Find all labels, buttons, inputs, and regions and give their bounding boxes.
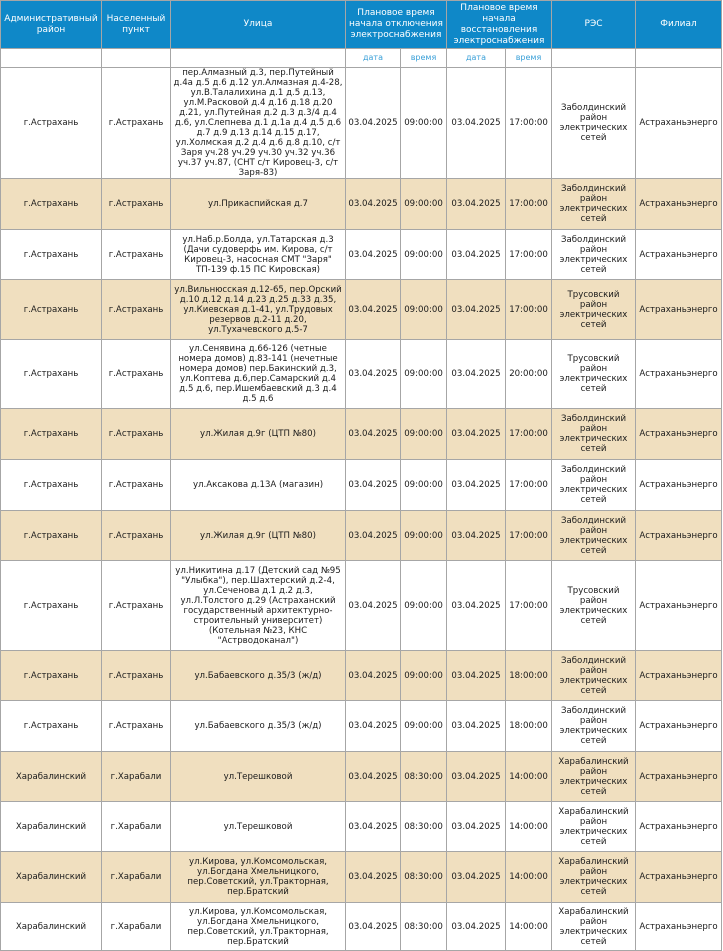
table-row [1, 852, 722, 903]
cell-district: г.Астрахань [1, 230, 102, 280]
cell-res: Трусовский район электрических сетей [552, 340, 636, 409]
cell-on-date: 03.04.2025 [447, 280, 506, 340]
cell-district: Харабалинский [1, 752, 102, 802]
cell-on-date: 03.04.2025 [447, 68, 506, 179]
header-locality: Населенный пункт [102, 1, 171, 49]
cell-street: ул.Бабаевского д.35/3 (ж/д) [171, 651, 346, 701]
cell-branch: Астраханьэнерго [636, 340, 722, 409]
cell-res: Заболдинский район электрических сетей [552, 460, 636, 511]
cell-on-time: 14:00:00 [506, 752, 552, 802]
cell-street: ул.Терешковой [171, 752, 346, 802]
subheader-off-date: дата [346, 49, 401, 68]
cell-on-date: 03.04.2025 [447, 179, 506, 230]
cell-off-time: 09:00:00 [401, 68, 447, 179]
table-row [1, 460, 722, 511]
cell-on-date: 03.04.2025 [447, 752, 506, 802]
cell-locality: г.Астрахань [102, 280, 171, 340]
cell-off-date: 03.04.2025 [346, 802, 401, 852]
cell-district: г.Астрахань [1, 701, 102, 752]
table-row [1, 340, 722, 409]
cell-street: ул.Сенявина д.66-126 (четные номера домов) д.83-141 (нечетные номера домов) пер.Бакинский д.3, ул.Коптева д.6,пер.Самарский д.4 д.5 д.6, пер.Ишембаевский д.3 д.4 д.5 д.6 [171, 340, 346, 409]
cell-off-time: 09:00:00 [401, 701, 447, 752]
cell-locality: г.Харабали [102, 903, 171, 951]
cell-on-time: 17:00:00 [506, 409, 552, 460]
cell-off-date: 03.04.2025 [346, 651, 401, 701]
cell-off-date: 03.04.2025 [346, 179, 401, 230]
header-res: РЭС [552, 1, 636, 49]
cell-district: Харабалинский [1, 802, 102, 852]
cell-locality: г.Астрахань [102, 460, 171, 511]
table-row [1, 903, 722, 951]
header-street: Улица [171, 1, 346, 49]
cell-off-time: 09:00:00 [401, 460, 447, 511]
cell-district: г.Астрахань [1, 179, 102, 230]
cell-off-date: 03.04.2025 [346, 460, 401, 511]
cell-on-date: 03.04.2025 [447, 340, 506, 409]
cell-on-date: 03.04.2025 [447, 409, 506, 460]
header-on: Плановое время начала восстановления электроснабжения [447, 1, 552, 49]
cell-res: Заболдинский район электрических сетей [552, 651, 636, 701]
cell-res: Харабалинский район электрических сетей [552, 852, 636, 903]
cell-res: Заболдинский район электрических сетей [552, 511, 636, 561]
cell-off-time: 09:00:00 [401, 280, 447, 340]
cell-off-date: 03.04.2025 [346, 511, 401, 561]
cell-branch: Астраханьэнерго [636, 802, 722, 852]
subheader-on-time: время [506, 49, 552, 68]
header-district: Административный район [1, 1, 102, 49]
table-row [1, 280, 722, 340]
cell-branch: Астраханьэнерго [636, 852, 722, 903]
cell-district: г.Астрахань [1, 511, 102, 561]
cell-off-time: 09:00:00 [401, 561, 447, 651]
cell-on-time: 18:00:00 [506, 651, 552, 701]
cell-locality: г.Астрахань [102, 340, 171, 409]
cell-off-time: 09:00:00 [401, 179, 447, 230]
cell-locality: г.Астрахань [102, 511, 171, 561]
cell-on-date: 03.04.2025 [447, 852, 506, 903]
cell-district: г.Астрахань [1, 280, 102, 340]
cell-on-time: 17:00:00 [506, 68, 552, 179]
cell-branch: Астраханьэнерго [636, 752, 722, 802]
cell-district: Харабалинский [1, 903, 102, 951]
cell-locality: г.Харабали [102, 752, 171, 802]
cell-on-date: 03.04.2025 [447, 903, 506, 951]
cell-branch: Астраханьэнерго [636, 651, 722, 701]
cell-street: ул.Прикаспийская д.7 [171, 179, 346, 230]
cell-off-date: 03.04.2025 [346, 280, 401, 340]
cell-off-date: 03.04.2025 [346, 852, 401, 903]
table-row [1, 561, 722, 651]
cell-on-time: 17:00:00 [506, 179, 552, 230]
cell-off-time: 08:30:00 [401, 903, 447, 951]
cell-locality: г.Астрахань [102, 68, 171, 179]
table-row [1, 701, 722, 752]
cell-district: г.Астрахань [1, 68, 102, 179]
cell-locality: г.Харабали [102, 852, 171, 903]
cell-res: Харабалинский район электрических сетей [552, 802, 636, 852]
cell-locality: г.Астрахань [102, 230, 171, 280]
cell-district: г.Астрахань [1, 460, 102, 511]
subheader-empty [636, 49, 722, 68]
cell-off-time: 09:00:00 [401, 409, 447, 460]
table-row [1, 752, 722, 802]
table-row [1, 651, 722, 701]
cell-on-date: 03.04.2025 [447, 511, 506, 561]
cell-off-date: 03.04.2025 [346, 340, 401, 409]
cell-off-date: 03.04.2025 [346, 752, 401, 802]
cell-branch: Астраханьэнерго [636, 409, 722, 460]
cell-res: Заболдинский район электрических сетей [552, 409, 636, 460]
table-row [1, 179, 722, 230]
cell-res: Заболдинский район электрических сетей [552, 230, 636, 280]
cell-on-date: 03.04.2025 [447, 701, 506, 752]
subheader-empty [552, 49, 636, 68]
table-row [1, 68, 722, 179]
cell-on-date: 03.04.2025 [447, 561, 506, 651]
cell-district: г.Астрахань [1, 651, 102, 701]
cell-branch: Астраханьэнерго [636, 701, 722, 752]
cell-street: ул.Аксакова д.13А (магазин) [171, 460, 346, 511]
cell-res: Харабалинский район электрических сетей [552, 903, 636, 951]
cell-locality: г.Астрахань [102, 561, 171, 651]
cell-street: ул.Кирова, ул.Комсомольская, ул.Богдана Хмельницкого, пер.Советский, ул.Тракторная, пер.Братский [171, 903, 346, 951]
cell-off-time: 08:30:00 [401, 752, 447, 802]
cell-on-time: 18:00:00 [506, 701, 552, 752]
cell-on-date: 03.04.2025 [447, 230, 506, 280]
header-off: Плановое время начала отключения электроснабжения [346, 1, 447, 49]
cell-branch: Астраханьэнерго [636, 280, 722, 340]
cell-street: ул.Кирова, ул.Комсомольская, ул.Богдана Хмельницкого, пер.Советский, ул.Тракторная, пер.Братский [171, 852, 346, 903]
cell-branch: Астраханьэнерго [636, 460, 722, 511]
cell-street: ул.Бабаевского д.35/3 (ж/д) [171, 701, 346, 752]
cell-district: г.Астрахань [1, 561, 102, 651]
cell-street: ул.Наб.р.Болда, ул.Татарская д.3 (Дачи судоверфь им. Кирова, с/т Кировец-3, насосная СМТ "Заря" ТП-139 ф.15 ПС Кировская) [171, 230, 346, 280]
cell-district: г.Астрахань [1, 340, 102, 409]
cell-on-time: 14:00:00 [506, 802, 552, 852]
cell-off-time: 09:00:00 [401, 511, 447, 561]
cell-on-time: 17:00:00 [506, 230, 552, 280]
cell-res: Трусовский район электрических сетей [552, 280, 636, 340]
table-row [1, 409, 722, 460]
cell-district: Харабалинский [1, 852, 102, 903]
table-row [1, 511, 722, 561]
subheader-on-date: дата [447, 49, 506, 68]
cell-branch: Астраханьэнерго [636, 511, 722, 561]
cell-off-date: 03.04.2025 [346, 230, 401, 280]
cell-street: ул.Вильнюсская д.12-65, пер.Орский д.10 д.12 д.14 д.23 д.25 д.33 д.35, ул.Киевская д.1-41, ул.Трудовых резервов д.2-11 д.20, ул.Тухачевского д.5-7 [171, 280, 346, 340]
table-row [1, 230, 722, 280]
cell-on-time: 14:00:00 [506, 852, 552, 903]
subheader-off-time: время [401, 49, 447, 68]
cell-branch: Астраханьэнерго [636, 561, 722, 651]
cell-res: Заболдинский район электрических сетей [552, 701, 636, 752]
cell-on-date: 03.04.2025 [447, 460, 506, 511]
cell-locality: г.Харабали [102, 802, 171, 852]
cell-branch: Астраханьэнерго [636, 230, 722, 280]
cell-street: пер.Алмазный д.3, пер.Путейный д.4а д.5 д.6 д.12 ул.Алмазная д.4-28, ул.В.Талалихина д.1 д.5 д.13, ул.М.Расковой д.4 д.16 д.18 д.20 д.21, ул.Путейная д.2 д.3 д.3/4 д.4 д.6, ул.Слепнева д.1 д.1а д.4 д.5 д.6 д.7 д.9 д.13 д.14 д.15 д.17, ул.Холмская д.2 д.4 д.6 д.8 д.10, с/т Заря уч.28 уч.29 уч.30 уч.32 уч.36 уч.37 уч.87, (СНТ с/т Кировец-3, с/т Заря-83) [171, 68, 346, 179]
cell-on-time: 17:00:00 [506, 561, 552, 651]
cell-off-date: 03.04.2025 [346, 409, 401, 460]
cell-res: Трусовский район электрических сетей [552, 561, 636, 651]
cell-on-time: 17:00:00 [506, 280, 552, 340]
cell-locality: г.Астрахань [102, 701, 171, 752]
header-branch: Филиал [636, 1, 722, 49]
subheader-empty [102, 49, 171, 68]
cell-off-date: 03.04.2025 [346, 68, 401, 179]
cell-res: Харабалинский район электрических сетей [552, 752, 636, 802]
cell-off-time: 08:30:00 [401, 802, 447, 852]
cell-street: ул.Жилая д.9г (ЦТП №80) [171, 511, 346, 561]
cell-street: ул.Жилая д.9г (ЦТП №80) [171, 409, 346, 460]
cell-off-time: 08:30:00 [401, 852, 447, 903]
cell-street: ул.Терешковой [171, 802, 346, 852]
cell-street: ул.Никитина д.17 (Детский сад №95 "Улыбка"), пер.Шахтерский д.2-4, ул.Сеченова д.1 д.2 д.3, ул.Л.Толстого д.29 (Астраханский государственный архитектурно-строительный университет) (Котельная №23, КНС "Астрводоканал") [171, 561, 346, 651]
cell-branch: Астраханьэнерго [636, 68, 722, 179]
cell-on-date: 03.04.2025 [447, 651, 506, 701]
cell-off-date: 03.04.2025 [346, 903, 401, 951]
cell-on-date: 03.04.2025 [447, 802, 506, 852]
cell-off-time: 09:00:00 [401, 651, 447, 701]
cell-off-date: 03.04.2025 [346, 701, 401, 752]
cell-res: Заболдинский район электрических сетей [552, 68, 636, 179]
subheader-empty [171, 49, 346, 68]
cell-locality: г.Астрахань [102, 179, 171, 230]
cell-locality: г.Астрахань [102, 651, 171, 701]
cell-district: г.Астрахань [1, 409, 102, 460]
cell-on-time: 20:00:00 [506, 340, 552, 409]
cell-off-time: 09:00:00 [401, 340, 447, 409]
cell-res: Заболдинский район электрических сетей [552, 179, 636, 230]
cell-on-time: 17:00:00 [506, 511, 552, 561]
cell-branch: Астраханьэнерго [636, 903, 722, 951]
cell-locality: г.Астрахань [102, 409, 171, 460]
cell-branch: Астраханьэнерго [636, 179, 722, 230]
cell-off-time: 09:00:00 [401, 230, 447, 280]
table-row [1, 802, 722, 852]
subheader-empty [1, 49, 102, 68]
cell-on-time: 14:00:00 [506, 903, 552, 951]
cell-on-time: 17:00:00 [506, 460, 552, 511]
cell-off-date: 03.04.2025 [346, 561, 401, 651]
